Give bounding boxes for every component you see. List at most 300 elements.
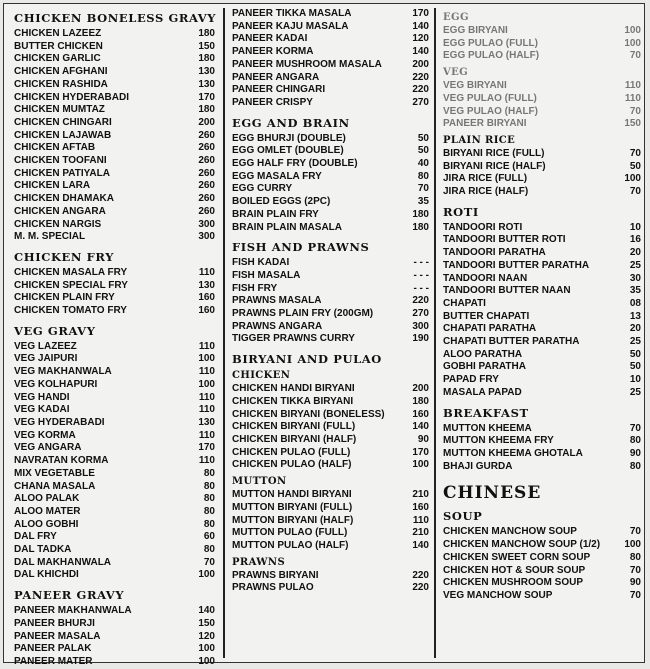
item-name: EGG MASALA FRY: [232, 170, 322, 182]
item-price: 70: [629, 147, 641, 159]
menu-item: [443, 374, 641, 387]
menu-section: [443, 12, 641, 63]
item-price: 200: [198, 116, 215, 128]
menu-item: [232, 333, 429, 346]
menu-item: [232, 196, 429, 209]
item-name: TANDOORI NAAN: [443, 272, 528, 284]
menu-item: [443, 148, 641, 161]
item-name: JIRA RICE (FULL): [443, 173, 528, 185]
item-price: 110: [412, 514, 429, 526]
item-price: 150: [198, 40, 215, 52]
item-name: ALOO PARATHA: [443, 348, 523, 360]
item-price: 30: [629, 272, 641, 284]
item-price: 110: [198, 266, 215, 278]
item-price: 110: [624, 92, 641, 104]
menu-item: [232, 133, 429, 146]
item-price: 50: [629, 361, 641, 373]
menu-item: [232, 447, 429, 460]
menu-item: [232, 171, 429, 184]
item-name: CHICKEN MANCHOW SOUP (1/2): [443, 539, 601, 551]
item-price: 70: [629, 526, 641, 538]
section-title: FISH AND PRAWNS: [232, 240, 370, 255]
item-price: 80: [203, 518, 215, 530]
menu-section: [232, 557, 429, 595]
item-price: 200: [412, 383, 429, 395]
item-price: 20: [629, 323, 641, 335]
item-price: 140: [412, 20, 429, 32]
menu-item: [443, 361, 641, 374]
section-subtitle: PLAIN RICE: [443, 134, 516, 146]
item-name: CHICKEN HOT & SOUR SOUP: [443, 564, 586, 576]
menu-item: [232, 222, 429, 235]
item-name: BUTTER CHAPATI: [443, 310, 530, 322]
section-title: ROTI: [443, 204, 479, 219]
item-name: CHICKEN BIRYANI (HALF): [232, 433, 357, 445]
menu-item: [14, 104, 215, 117]
item-name: CHICKEN TOMATO FRY: [14, 305, 127, 317]
item-name: PRAWNS MASALA: [232, 295, 322, 307]
section-subtitle: PRAWNS: [232, 556, 286, 568]
menu-item: [443, 38, 641, 51]
menu-section: [232, 352, 429, 472]
menu-item: [232, 515, 429, 528]
item-price: 80: [203, 467, 215, 479]
item-price: 110: [198, 404, 215, 416]
item-name: CHICKEN AFGHANI: [14, 66, 108, 78]
menu-item: [443, 298, 641, 311]
item-name: VEG KADAI: [14, 404, 70, 416]
item-name: CHICKEN MANCHOW SOUP: [443, 526, 577, 538]
menu-item: [232, 321, 429, 334]
item-name: PANEER MASALA: [14, 630, 101, 642]
section-title: CHICKEN FRY: [14, 249, 115, 264]
item-price: 210: [412, 489, 429, 501]
item-name: PANEER KAJU MASALA: [232, 20, 349, 32]
menu-section: [232, 116, 429, 235]
item-name: PRAWNS PLAIN FRY (200GM): [232, 308, 374, 320]
item-name: VEG HANDI: [14, 391, 70, 403]
menu-item: [232, 570, 429, 583]
menu-item: [14, 531, 215, 544]
item-name: TIGGER PRAWNS CURRY: [232, 333, 355, 345]
item-name: CHICKEN BIRYANI (BONELESS): [232, 408, 385, 420]
item-name: CHAPATI BUTTER PARATHA: [443, 336, 580, 348]
item-name: BIRYANI RICE (HALF): [443, 160, 546, 172]
item-price: 100: [198, 569, 215, 581]
section-title: CHICKEN BONELESS GRAVY: [14, 11, 217, 25]
item-name: PANEER PALAK: [14, 643, 92, 655]
menu-item: [14, 481, 215, 494]
item-name: EGG OMLET (DOUBLE): [232, 145, 344, 157]
item-name: BUTTER CHICKEN: [14, 40, 103, 52]
item-name: CHICKEN CHINGARI: [14, 116, 112, 128]
item-price: 100: [198, 353, 215, 365]
item-price: 70: [629, 422, 641, 434]
menu-item: [14, 66, 215, 79]
menu-item: [443, 260, 641, 273]
menu-item: [232, 145, 429, 158]
menu-item: [443, 435, 641, 448]
item-price: 70: [629, 186, 641, 198]
item-name: DAL MAKHANWALA: [14, 556, 112, 568]
item-name: MUTTON KHEEMA: [443, 422, 532, 434]
item-price: 70: [629, 589, 641, 601]
menu-item: [443, 25, 641, 38]
item-name: CHICKEN AFTAB: [14, 142, 96, 154]
menu-item: [232, 396, 429, 409]
menu-section: [232, 240, 429, 346]
item-name: ALOO MATER: [14, 505, 81, 517]
item-name: CHICKEN DHAMAKA: [14, 193, 114, 205]
menu-item: [14, 219, 215, 232]
item-price: 270: [412, 308, 429, 320]
menu-item: [443, 186, 641, 199]
item-name: CHICKEN MASALA FRY: [14, 266, 128, 278]
menu-section: [14, 11, 215, 244]
menu-item: [14, 366, 215, 379]
menu-item: [232, 270, 429, 283]
item-name: VEG KORMA: [14, 429, 76, 441]
menu-item: [232, 209, 429, 222]
item-price: 90: [417, 433, 429, 445]
item-name: CHAPATI: [443, 297, 486, 309]
menu-item: [232, 21, 429, 34]
section-title: SOUP: [443, 509, 483, 524]
item-name: MIX VEGETABLE: [14, 467, 95, 479]
item-name: PANEER MAKHANWALA: [14, 605, 132, 617]
menu-item: [443, 285, 641, 298]
item-price: 300: [412, 320, 429, 332]
item-name: MASALA PAPAD: [443, 386, 522, 398]
menu-item: [14, 353, 215, 366]
item-price: 110: [198, 340, 215, 352]
item-name: PAPAD FRY: [443, 374, 499, 386]
item-name: PANEER MUSHROOM MASALA: [232, 58, 382, 70]
item-name: BHAJI GURDA: [443, 460, 513, 472]
item-name: MUTTON BIRYANI (HALF): [232, 514, 354, 526]
menu-item: [14, 341, 215, 354]
item-name: TANDOORI PARATHA: [443, 247, 546, 259]
item-price: 130: [198, 279, 215, 291]
menu-item: [232, 295, 429, 308]
menu-item: [443, 247, 641, 260]
menu-item: [14, 468, 215, 481]
section-subtitle: EGG: [443, 12, 469, 23]
item-name: TANDOORI ROTI: [443, 221, 523, 233]
item-name: CHICKEN LAZEEZ: [14, 28, 102, 39]
item-name: PANEER BIRYANI: [443, 118, 527, 130]
item-name: MUTTON KHEEMA FRY: [443, 435, 554, 447]
item-name: PANEER KORMA: [232, 46, 314, 58]
item-price: 110: [624, 80, 641, 92]
menu-item: [14, 41, 215, 54]
menu-item: [443, 526, 641, 539]
menu-item: [14, 506, 215, 519]
menu-item: [14, 292, 215, 305]
item-price: 260: [198, 155, 215, 167]
item-price: 20: [629, 247, 641, 259]
item-name: VEG LAZEEZ: [14, 340, 77, 352]
menu-item: [443, 323, 641, 336]
menu-item: [443, 565, 641, 578]
item-price: 170: [412, 446, 429, 458]
item-price: 80: [629, 435, 641, 447]
menu-item: [232, 8, 429, 21]
menu-item: [14, 455, 215, 468]
item-price: 16: [629, 234, 641, 246]
item-name: M. M. SPECIAL: [14, 231, 86, 243]
menu-item: [14, 180, 215, 193]
item-price: 170: [198, 442, 215, 454]
menu-item: [14, 92, 215, 105]
item-price: 70: [417, 183, 429, 195]
menu-item: [14, 379, 215, 392]
item-name: CHICKEN PULAO (HALF): [232, 459, 352, 471]
menu-item: [232, 383, 429, 396]
item-name: CHICKEN LARA: [14, 180, 91, 192]
menu-item: [14, 618, 215, 631]
menu-item: [14, 442, 215, 455]
menu-item: [232, 421, 429, 434]
item-price: 200: [412, 58, 429, 70]
item-price: 180: [412, 221, 429, 233]
item-name: FISH KADAI: [232, 257, 290, 269]
item-price: 100: [198, 655, 215, 667]
item-name: MUTTON PULAO (HALF): [232, 539, 349, 551]
menu-item: [232, 582, 429, 595]
menu-item: [232, 308, 429, 321]
menu-item: [14, 305, 215, 318]
item-price: 70: [629, 105, 641, 117]
menu-item: [14, 142, 215, 155]
item-price: 70: [629, 50, 641, 62]
item-name: PANEER CHINGARI: [232, 84, 326, 96]
menu-item: [14, 404, 215, 417]
item-name: CHICKEN MUSHROOM SOUP: [443, 577, 584, 589]
item-name: CHICKEN PULAO (FULL): [232, 446, 351, 458]
menu-item: [14, 656, 215, 669]
item-name: DAL TADKA: [14, 544, 72, 556]
menu-item: [14, 130, 215, 143]
item-price: 260: [198, 193, 215, 205]
menu-item: [232, 489, 429, 502]
item-name: CHICKEN PLAIN FRY: [14, 292, 115, 304]
item-name: TANDOORI BUTTER ROTI: [443, 234, 566, 246]
item-name: CHICKEN PATIYALA: [14, 167, 110, 179]
item-name: VEG KOLHAPURI: [14, 378, 98, 390]
item-price: 260: [198, 142, 215, 154]
item-name: CHICKEN HANDI BIRYANI: [232, 383, 355, 395]
menu-item: [14, 79, 215, 92]
menu-item: [443, 552, 641, 565]
item-name: CHICKEN HYDERABADI: [14, 91, 130, 103]
item-price: 180: [412, 208, 429, 220]
item-name: EGG BHURJI (DOUBLE): [232, 132, 346, 144]
section-title: BREAKFAST: [443, 405, 529, 420]
item-price: 25: [629, 259, 641, 271]
item-price: 220: [412, 71, 429, 83]
item-name: VEG ANGARA: [14, 442, 82, 454]
item-price: 150: [624, 118, 641, 130]
menu-column-3: [434, 8, 647, 658]
menu-item: [443, 161, 641, 174]
menu-item: [443, 461, 641, 474]
item-price: 80: [629, 551, 641, 563]
item-price: 80: [203, 480, 215, 492]
item-name: PANEER MATER: [14, 655, 93, 667]
menu-item: [14, 493, 215, 506]
section-subtitle: VEG: [443, 67, 469, 79]
item-price: 130: [198, 78, 215, 90]
menu-item: [14, 605, 215, 618]
item-price: - - -: [413, 269, 429, 281]
item-price: 40: [417, 158, 429, 170]
item-name: CHICKEN SWEET CORN SOUP: [443, 551, 591, 563]
item-price: 140: [412, 46, 429, 58]
item-name: PANEER TIKKA MASALA: [232, 8, 352, 19]
menu-item: [232, 59, 429, 72]
menu-item: [443, 80, 641, 93]
item-price: 90: [629, 447, 641, 459]
item-name: CHICKEN ANGARA: [14, 205, 106, 217]
item-name: PANEER KADAI: [232, 33, 308, 45]
menu-item: [232, 46, 429, 59]
menu-item: [14, 557, 215, 570]
menu-item: [14, 430, 215, 443]
item-name: CHICKEN GARLIC: [14, 53, 101, 65]
item-price: 100: [412, 459, 429, 471]
menu-item: [443, 349, 641, 362]
item-name: VEG BIRYANI: [443, 80, 507, 92]
item-price: 140: [412, 421, 429, 433]
menu-item: [14, 392, 215, 405]
menu-item: [443, 577, 641, 590]
menu-item: [443, 590, 641, 603]
item-price: 100: [624, 173, 641, 185]
item-price: 260: [198, 180, 215, 192]
item-name: CHICKEN NARGIS: [14, 218, 102, 230]
item-price: 110: [198, 366, 215, 378]
item-price: 110: [198, 429, 215, 441]
item-price: 180: [412, 395, 429, 407]
menu-item: [232, 33, 429, 46]
item-price: 90: [629, 577, 641, 589]
menu-item: [443, 50, 641, 63]
item-name: MUTTON KHEEMA GHOTALA: [443, 447, 583, 459]
item-name: EGG PULAO (HALF): [443, 50, 540, 62]
menu-section: [443, 406, 641, 474]
menu-section: [443, 67, 641, 131]
menu-item: [232, 283, 429, 296]
item-price: 260: [198, 129, 215, 141]
menu-section: [14, 324, 215, 582]
menu-column-2: [223, 8, 435, 658]
item-price: 80: [417, 170, 429, 182]
item-price: 210: [412, 527, 429, 539]
item-name: VEG PULAO (FULL): [443, 92, 537, 104]
item-price: 260: [198, 167, 215, 179]
item-name: ALOO GOBHI: [14, 518, 79, 530]
item-name: CHICKEN MUMTAZ: [14, 104, 105, 116]
item-price: 190: [412, 333, 429, 345]
menu-item: [14, 267, 215, 280]
item-price: 220: [412, 295, 429, 307]
item-price: 13: [629, 310, 641, 322]
menu-item: [443, 106, 641, 119]
item-price: 220: [412, 84, 429, 96]
item-price: 170: [198, 91, 215, 103]
menu-item: [443, 234, 641, 247]
menu-item: [14, 544, 215, 557]
item-price: 160: [412, 408, 429, 420]
item-price: 80: [203, 505, 215, 517]
menu-section: [443, 135, 641, 199]
menu-section: [443, 205, 641, 400]
item-price: 220: [412, 569, 429, 581]
menu-item: [14, 28, 215, 41]
section-subtitle: MUTTON: [232, 476, 287, 488]
menu-section: [14, 250, 215, 318]
item-name: TANDOORI BUTTER NAAN: [443, 285, 571, 297]
item-price: 50: [417, 145, 429, 157]
item-price: 35: [629, 285, 641, 297]
menu-item: [443, 336, 641, 349]
item-price: 120: [198, 630, 215, 642]
section-title: BIRYANI AND PULAO: [232, 352, 382, 367]
item-price: 100: [624, 37, 641, 49]
item-price: 50: [629, 348, 641, 360]
item-price: 10: [629, 374, 641, 386]
menu-item: [443, 387, 641, 400]
item-name: CHICKEN LAJAWAB: [14, 129, 112, 141]
menu-item: [14, 417, 215, 430]
item-name: CHICKEN TIKKA BIRYANI: [232, 395, 354, 407]
menu-item: [232, 527, 429, 540]
menu-section: [443, 483, 641, 602]
menu-item: [14, 206, 215, 219]
menu-item: [232, 540, 429, 553]
menu-item: [14, 117, 215, 130]
item-price: 35: [417, 196, 429, 208]
menu-item: [14, 168, 215, 181]
menu-section: [232, 476, 429, 553]
item-price: 260: [198, 205, 215, 217]
menu-item: [14, 519, 215, 532]
item-name: FISH MASALA: [232, 269, 301, 281]
item-price: 220: [412, 582, 429, 594]
item-name: VEG MAKHANWALA: [14, 366, 112, 378]
item-price: 120: [412, 33, 429, 45]
item-name: VEG MANCHOW SOUP: [443, 589, 553, 601]
item-price: 140: [198, 605, 215, 617]
item-price: - - -: [413, 282, 429, 294]
item-name: GOBHI PARATHA: [443, 361, 526, 373]
item-price: 140: [412, 539, 429, 551]
menu-item: [14, 231, 215, 244]
section-subtitle: CHICKEN: [232, 370, 291, 382]
menu-item: [232, 434, 429, 447]
menu-item: [14, 193, 215, 206]
item-name: MUTTON BIRYANI (FULL): [232, 501, 353, 513]
item-price: 180: [198, 53, 215, 65]
item-name: EGG BIRYANI: [443, 25, 508, 36]
item-price: 300: [198, 231, 215, 243]
menu-item: [232, 257, 429, 270]
item-price: 160: [198, 305, 215, 317]
item-price: - - -: [413, 257, 429, 269]
item-name: VEG HYDERABADI: [14, 416, 105, 428]
item-price: 100: [198, 378, 215, 390]
